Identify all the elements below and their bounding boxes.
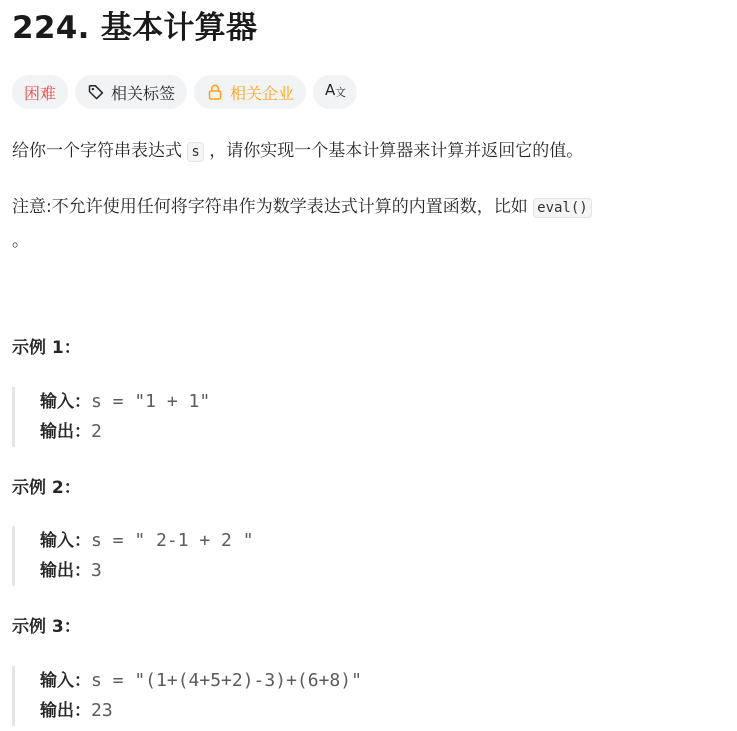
difficulty-label: 困难 [24, 83, 57, 103]
svg-text:文: 文 [335, 86, 347, 99]
example-3-block [12, 666, 432, 726]
example-1-block [12, 387, 312, 447]
example-2-title: 示例 2： [12, 478, 81, 498]
problem-title: 224. 基本计算器 [12, 10, 258, 46]
example-1-input: 输入：s = "1 + 1" [40, 391, 211, 412]
tag-icon [87, 83, 105, 101]
example-1-title: 示例 1： [12, 338, 81, 358]
description-paragraph-2-end: 。 [12, 231, 29, 251]
lock-icon [206, 83, 224, 101]
related-companies-label: 相关企业 [230, 83, 295, 103]
example-1-output: 输出：2 [40, 421, 102, 442]
example-3-output: 输出：23 [40, 700, 113, 721]
inline-code-s: s [187, 142, 203, 162]
translate-icon [324, 81, 346, 103]
svg-text:A: A [325, 81, 336, 99]
related-tags-label: 相关标签 [111, 83, 176, 103]
example-2-input: 输入：s = " 2-1 + 2 " [40, 530, 254, 551]
example-3-title: 示例 3： [12, 617, 81, 637]
inline-code-eval: eval() [533, 198, 592, 218]
related-companies-button[interactable] [194, 75, 306, 109]
tag-bar [12, 75, 357, 109]
description-paragraph-1: 给你一个字符串表达式 s ，请你实现一个基本计算器来计算并返回它的值。 [12, 141, 584, 161]
related-tags-button[interactable] [75, 75, 187, 109]
example-2-block [12, 526, 312, 586]
example-3-input: 输入：s = "(1+(4+5+2)-3)+(6+8)" [40, 670, 362, 691]
translate-button[interactable] [313, 75, 357, 109]
example-2-output: 输出：3 [40, 560, 102, 581]
difficulty-badge [12, 75, 68, 109]
description-paragraph-2: 注意:不允许使用任何将字符串作为数学表达式计算的内置函数，比如 eval() [12, 192, 592, 223]
